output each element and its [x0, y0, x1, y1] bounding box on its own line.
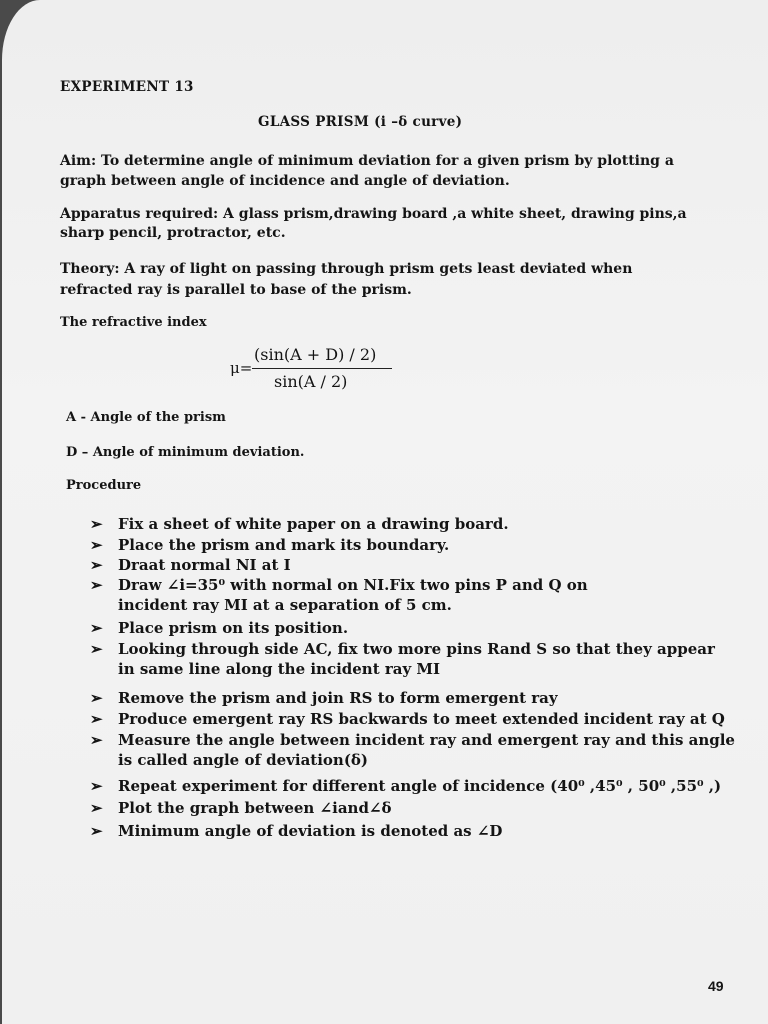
- definition-d: D – Angle of minimum deviation.: [66, 445, 305, 460]
- step-text-continued: is called angle of deviation(δ): [118, 751, 369, 769]
- bullet-arrow-icon: ➢: [90, 640, 103, 658]
- step-text: Looking through side AC, fix two more pins Rand S so that they appear: [118, 640, 715, 658]
- formula-lhs: μ=: [230, 359, 253, 377]
- bullet-arrow-icon: ➢: [90, 822, 103, 840]
- bullet-arrow-icon: ➢: [90, 619, 103, 637]
- bullet-arrow-icon: ➢: [90, 777, 103, 795]
- bullet-arrow-icon: ➢: [90, 731, 103, 749]
- step-text: Remove the prism and join RS to form emergent ray: [118, 689, 558, 707]
- step-text: Plot the graph between ∠iand∠δ: [118, 799, 392, 817]
- experiment-label: EXPERIMENT 13: [60, 79, 194, 95]
- step-text: Minimum angle of deviation is denoted as ∠D: [118, 822, 503, 840]
- fraction-bar: [252, 368, 392, 369]
- apparatus-line-1: Apparatus required: A glass prism,drawing board ,a white sheet, drawing pins,a: [60, 206, 687, 222]
- step-text: Place the prism and mark its boundary.: [118, 536, 450, 554]
- formula-denominator: sin(A / 2): [274, 372, 348, 391]
- step-text: Produce emergent ray RS backwards to meet extended incident ray at Q: [118, 710, 725, 728]
- bullet-arrow-icon: ➢: [90, 515, 103, 533]
- procedure-heading: Procedure: [66, 478, 142, 493]
- aim-line-1: Aim: To determine angle of minimum deviation for a given prism by plotting a: [60, 153, 674, 169]
- bullet-arrow-icon: ➢: [90, 689, 103, 707]
- formula-numerator: (sin(A + D) / 2): [254, 345, 377, 364]
- step-text: Repeat experiment for different angle of incidence (40⁰ ,45⁰ , 50⁰ ,55⁰ ,): [118, 777, 722, 795]
- bullet-arrow-icon: ➢: [90, 536, 103, 554]
- step-text-continued: incident ray MI at a separation of 5 cm.: [118, 596, 452, 614]
- step-text: Place prism on its position.: [118, 619, 349, 637]
- theory-line-2: refracted ray is parallel to base of the prism.: [60, 282, 412, 298]
- apparatus-line-2: sharp pencil, protractor, etc.: [60, 225, 286, 241]
- step-text: Draat normal NI at I: [118, 556, 291, 574]
- bullet-arrow-icon: ➢: [90, 576, 103, 594]
- step-text: Fix a sheet of white paper on a drawing board.: [118, 515, 509, 533]
- bullet-arrow-icon: ➢: [90, 799, 103, 817]
- aim-line-2: graph between angle of incidence and angle of deviation.: [60, 173, 510, 189]
- step-text-continued: in same line along the incident ray MI: [118, 660, 441, 678]
- page-number: 49: [708, 978, 724, 994]
- refractive-index-label: The refractive index: [60, 315, 207, 330]
- document-body: [2, 0, 768, 1024]
- theory-line-1: Theory: A ray of light on passing through prism gets least deviated when: [60, 261, 633, 277]
- page-sheet: [2, 0, 768, 1024]
- definition-a: A - Angle of the prism: [66, 410, 226, 425]
- step-text: Measure the angle between incident ray and emergent ray and this angle: [118, 731, 735, 749]
- page-title: GLASS PRISM (i –δ curve): [258, 114, 463, 130]
- bullet-arrow-icon: ➢: [90, 556, 103, 574]
- step-text: Draw ∠i=35⁰ with normal on NI.Fix two pins P and Q on: [118, 576, 588, 594]
- bullet-arrow-icon: ➢: [90, 710, 103, 728]
